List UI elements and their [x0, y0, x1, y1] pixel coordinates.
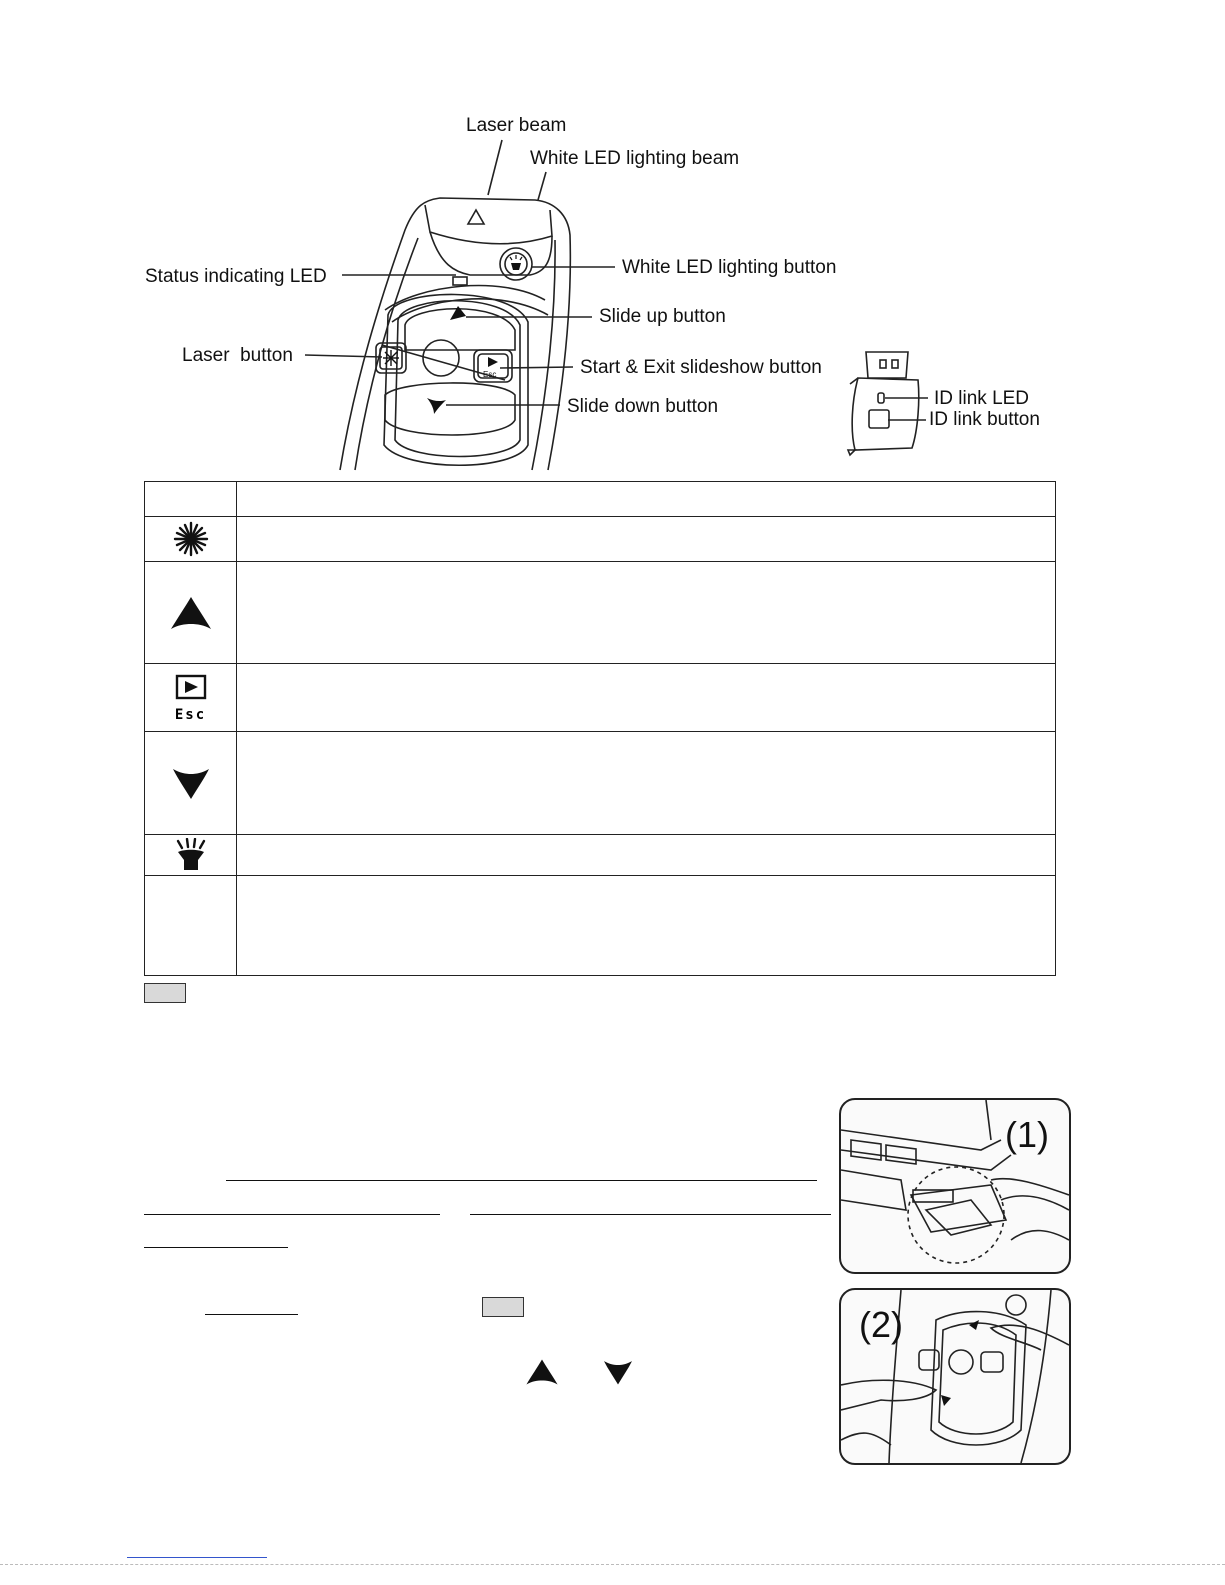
function-table — [144, 481, 1056, 976]
table-cell-text — [237, 835, 1056, 876]
label-start-exit: Start & Exit slideshow button — [580, 357, 822, 378]
label-id-link-led: ID link LED — [934, 388, 1030, 409]
step2-illustration — [839, 1288, 1071, 1465]
table-cell-icon — [145, 664, 237, 732]
table-cell-text — [237, 482, 1056, 517]
underline-5 — [205, 1314, 298, 1315]
table-cell-icon — [145, 732, 237, 835]
table-cell-icon — [145, 482, 237, 517]
laser-icon — [171, 519, 211, 559]
table-cell-text — [237, 876, 1056, 976]
table-row-slide-up — [145, 562, 1056, 664]
table-cell-text — [237, 732, 1056, 835]
table-cell-icon — [145, 517, 237, 562]
label-status-led: Status indicating LED — [145, 266, 327, 287]
footer-divider — [0, 1564, 1225, 1565]
inline-slide-up-icon — [524, 1358, 560, 1386]
esc-label: Esc — [174, 706, 207, 723]
table-row-laser — [145, 517, 1056, 562]
footer-link-underline — [127, 1557, 267, 1558]
underline-1 — [226, 1180, 817, 1181]
table-row-slide-down — [145, 732, 1056, 835]
note-highlight-box — [144, 983, 186, 1003]
table-cell-text — [237, 664, 1056, 732]
table-cell-icon — [145, 562, 237, 664]
table-row-blank — [145, 876, 1056, 976]
label-laser-beam: Laser beam — [466, 115, 567, 136]
label-white-led-beam: White LED lighting beam — [530, 148, 740, 169]
table-cell-text — [237, 562, 1056, 664]
inline-highlight-box — [482, 1297, 524, 1317]
label-id-link-button: ID link button — [929, 409, 1040, 430]
table-header-row — [145, 482, 1056, 517]
table-row-white-led — [145, 835, 1056, 876]
remote-diagram — [0, 0, 1225, 480]
white-led-icon — [170, 838, 212, 872]
underline-2 — [144, 1214, 440, 1215]
table-cell-icon — [145, 835, 237, 876]
label-slide-down: Slide down button — [567, 396, 719, 417]
inline-slide-down-icon — [602, 1358, 634, 1386]
svg-text:Esc: Esc — [483, 370, 497, 379]
underline-3 — [470, 1214, 831, 1215]
underline-4 — [144, 1247, 288, 1248]
step1-illustration — [839, 1098, 1071, 1274]
table-row-start-exit — [145, 664, 1056, 732]
slide-up-icon — [169, 595, 213, 631]
table-cell-text — [237, 517, 1056, 562]
slide-down-icon — [171, 765, 211, 801]
step1-label: (1) — [1005, 1114, 1049, 1155]
step2-label: (2) — [859, 1304, 903, 1345]
label-laser-button: Laser button — [182, 345, 293, 366]
label-slide-up: Slide up button — [599, 306, 726, 327]
label-white-led-button: White LED lighting button — [622, 257, 837, 278]
table-cell-icon — [145, 876, 237, 976]
